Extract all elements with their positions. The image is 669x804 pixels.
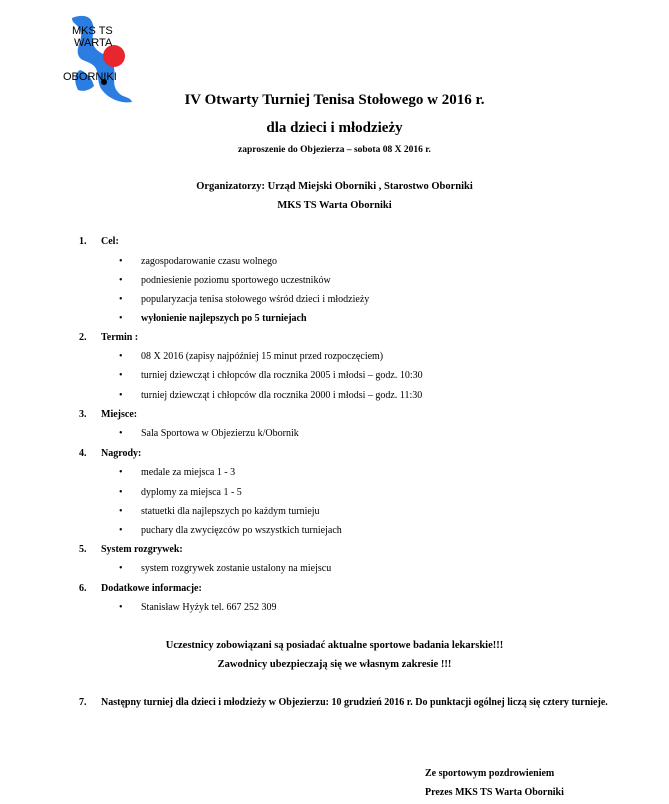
invitation-line: zaproszenie do Objezierza – sobota 08 X 2016 r. [238, 145, 431, 155]
organizers-line: Organizatorzy: Urząd Miejski Oborniki , Starostwo Oborniki [196, 181, 473, 192]
list-item: zagospodarowanie czasu wolnego [141, 256, 278, 267]
list-item: system rozgrywek zostanie ustalony na miejscu [141, 563, 332, 574]
section-number: 5. [79, 544, 87, 555]
section-number: 4. [79, 448, 87, 459]
document-title: IV Otwarty Turniej Tenisa Stołowego w 2016 r. [184, 92, 485, 108]
bullet-icon: • [119, 602, 123, 613]
logo-text-line1: MKS TS [72, 25, 113, 37]
bullet-icon: • [119, 506, 123, 517]
next-tournament-text: Następny turniej dla dzieci i młodzieży w Objezierzu: 10 grudzień 2016 r. Do punktacji ogólnej liczą się cztery turnieje. [101, 697, 608, 708]
section-number: 6. [79, 583, 87, 594]
list-item: turniej dziewcząt i chłopców dla rocznika 2005 i młodsi – godz. 10:30 [141, 370, 423, 381]
bullet-icon: • [119, 390, 123, 401]
list-item: dyplomy za miejsca 1 - 5 [141, 487, 242, 498]
list-item: Stanisław Hyżyk tel. 667 252 309 [141, 602, 277, 613]
section-title: Miejsce: [101, 409, 138, 420]
list-item: 08 X 2016 (zapisy najpóźniej 15 minut przed rozpoczęciem) [141, 351, 384, 362]
bullet-icon: • [119, 351, 123, 362]
list-item: Sala Sportowa w Objezierzu k/Obornik [141, 428, 299, 439]
section-title: System rozgrywek: [101, 544, 183, 555]
bullet-icon: • [119, 563, 123, 574]
section-title: Dodatkowe informacje: [101, 583, 202, 594]
section-title: Termin : [101, 332, 139, 343]
section-title: Nagrody: [101, 448, 142, 459]
club-logo [60, 12, 140, 104]
section-number: 2. [79, 332, 87, 343]
section-number: 3. [79, 409, 87, 420]
bullet-icon: • [119, 294, 123, 305]
document-subtitle: dla dzieci i młodzieży [266, 120, 403, 136]
insurance-notice: Zawodnicy ubezpieczają się we własnym zakresie !!! [217, 659, 452, 670]
bullet-icon: • [119, 275, 123, 286]
logo-text-line3: OBORNIKI [63, 71, 117, 83]
list-item: podniesienie poziomu sportowego uczestników [141, 275, 331, 286]
logo-text-line2: WARTA [74, 37, 113, 49]
list-item: puchary dla zwycięzców po wszystkich turniejach [141, 525, 342, 536]
section-title: Cel: [101, 236, 119, 247]
signature-name: Prezes MKS TS Warta Oborniki [425, 787, 564, 798]
list-item: wyłonienie najlepszych po 5 turniejach [141, 313, 307, 324]
signature-greeting: Ze sportowym pozdrowieniem [425, 768, 555, 779]
bullet-icon: • [119, 256, 123, 267]
bullet-icon: • [119, 487, 123, 498]
bullet-icon: • [119, 313, 123, 324]
list-item: popularyzacja tenisa stołowego wśród dzieci i młodzieży [141, 294, 370, 305]
list-item: turniej dziewcząt i chłopców dla rocznika 2000 i młodsi – godz. 11:30 [141, 390, 423, 401]
medical-notice: Uczestnicy zobowiązani są posiadać aktualne sportowe badania lekarskie!!! [165, 640, 504, 651]
list-item: medale za miejsca 1 - 3 [141, 467, 236, 478]
bullet-icon: • [119, 370, 123, 381]
bullet-icon: • [119, 525, 123, 536]
bullet-icon: • [119, 467, 123, 478]
bullet-icon: • [119, 428, 123, 439]
section-number: 7. [79, 697, 87, 708]
section-number: 1. [79, 236, 87, 247]
organizers-club: MKS TS Warta Oborniki [277, 200, 392, 211]
list-item: statuetki dla najlepszych po każdym turnieju [141, 506, 320, 517]
